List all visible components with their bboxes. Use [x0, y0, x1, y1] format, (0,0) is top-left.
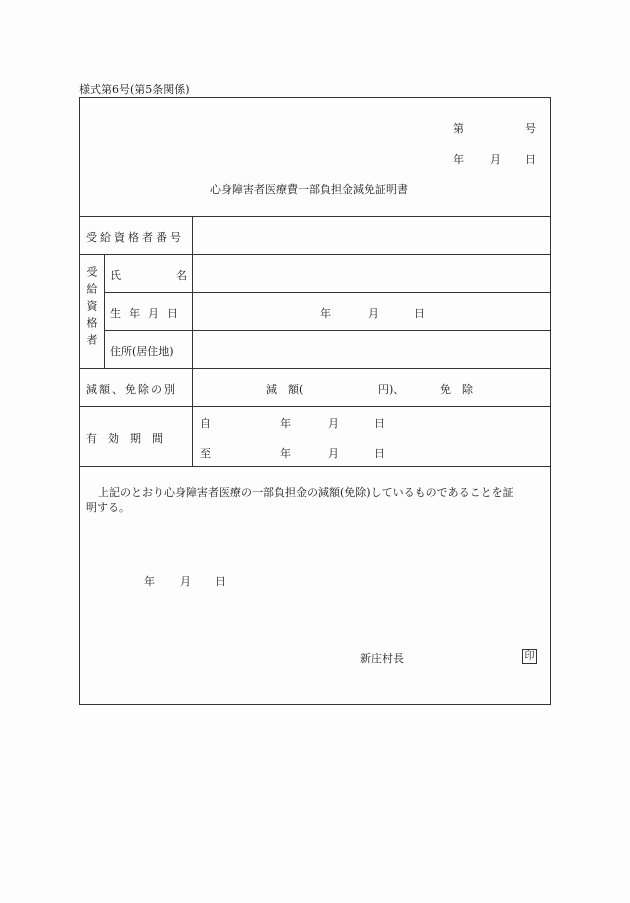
number-suffix: 号	[525, 122, 536, 135]
statement-line-1: 上記のとおり心身障害者医療の一部負担金の減額(免除)しているものであることを証	[98, 486, 514, 499]
validity-to-label: 至	[200, 447, 211, 460]
certify-day: 日	[215, 575, 226, 588]
from-day: 日	[374, 417, 385, 430]
to-year: 年	[280, 447, 291, 460]
issue-month: 月	[490, 153, 501, 166]
signer-title: 新庄村長	[360, 652, 404, 665]
name-label-first: 氏	[110, 269, 121, 282]
validity-label: 有 効 期 間	[86, 432, 163, 445]
issue-year: 年	[453, 153, 464, 166]
seal-mark: 印	[522, 649, 537, 664]
recipient-number-label: 受給資格者番号	[86, 231, 184, 244]
birth-year: 年	[320, 307, 331, 320]
reduction-label: 減額、免除の別	[86, 383, 177, 396]
from-month: 月	[328, 417, 339, 430]
recipient-group-label: 受給資格者	[85, 266, 98, 351]
validity-from-label: 自	[200, 417, 211, 430]
certificate-frame	[79, 97, 551, 705]
to-month: 月	[328, 447, 339, 460]
document-title: 心身障害者医療費一部負担金減免証明書	[210, 183, 408, 196]
reduction-value: 減 額(	[266, 383, 304, 396]
exemption-value: 免 除	[440, 383, 473, 396]
birthdate-label: 生年月日	[110, 307, 186, 320]
birth-day: 日	[414, 307, 425, 320]
to-day: 日	[374, 447, 385, 460]
number-prefix: 第	[453, 122, 464, 135]
certify-year: 年	[144, 575, 155, 588]
form-id: 様式第6号(第5条関係)	[79, 83, 190, 96]
address-label: 住所(居住地)	[110, 345, 174, 358]
issue-day: 日	[525, 153, 536, 166]
statement-line-2: 明する。	[86, 501, 130, 514]
name-label-second: 名	[176, 269, 187, 282]
birth-month: 月	[368, 307, 379, 320]
from-year: 年	[280, 417, 291, 430]
reduction-yen: 円)、	[378, 383, 405, 396]
certify-month: 月	[180, 575, 191, 588]
